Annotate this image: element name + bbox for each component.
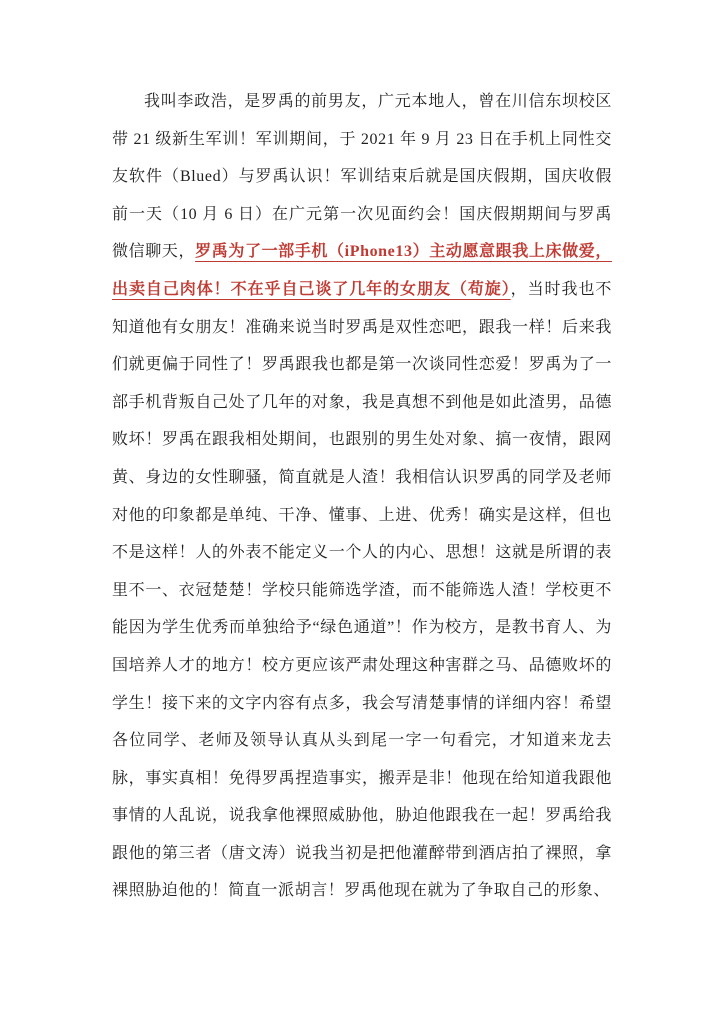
text-run-body: ，当时我也不知道他有女朋友！准确来说当时罗禹是双性恋吧，跟我一样！后来我们就更偏于同性了！罗禹跟我也都是第一次谈同性恋爱！罗禹为了一部手机背叛自己处了几年的对象，我是真想不到他是如此渣男，品德败坏！罗禹在跟我相处期间，也跟别的男生处对象、搞一夜情，跟网黄、身边的女性聊骚，简直就是人渣！我相信认识罗禹的同学及老师对他的印象都是单纯、干净、懂事、上进、优秀！确实是这样，但也不是这样！人的外表不能定义一个人的内心、思想！这就是所谓的表里不一、衣冠楚楚！学校只能筛选学渣，而不能筛选人渣！学校更不能因为学生优秀而单独给予“绿色通道”！作为校方，是教书育人、为国培养人才的地方！校方更应该严肃处理这种害群之马、品德败坏的学生！接下来的文字内容有点多，我会写清楚事情的详细内容！希望各位同学、老师及领导认真从头到尾一字一句看完，才知道来龙去脉，事实真相！免得罗禹捏造事实，搬弄是非！他现在给知道我跟他事情的人乱说，说我拿他裸照威胁他，胁迫他跟我在一起！罗禹给我跟他的第三者（唐文涛）说我当初是把他灌醉带到酒店拍了裸照，拿裸照胁迫他的！简直一派胡言！罗禹他现在就为了争取自己的形象、 xyxy=(112,280,612,900)
paragraph xyxy=(112,83,612,910)
highlighted-accusation-text: 罗禹为了一部手机（iPhone13）主动愿意跟我上床做爱，出卖自己肉体！不在乎自己谈了几年的女朋友（苟旋） xyxy=(112,243,612,298)
text-run-opening: 我叫李政浩，是罗禹的前男友，广元本地人，曾在川信东坝校区带 21 级新生军训！军训期间，于 2021 年 9 月 23 日在手机上同性交友软件（Blued）与罗禹认识！军训结束后就是国庆假期，国庆收假前一天（10 月 6 日）在广元第一次见面约会！国庆假期期间与罗禹微信聊天， xyxy=(112,93,612,261)
